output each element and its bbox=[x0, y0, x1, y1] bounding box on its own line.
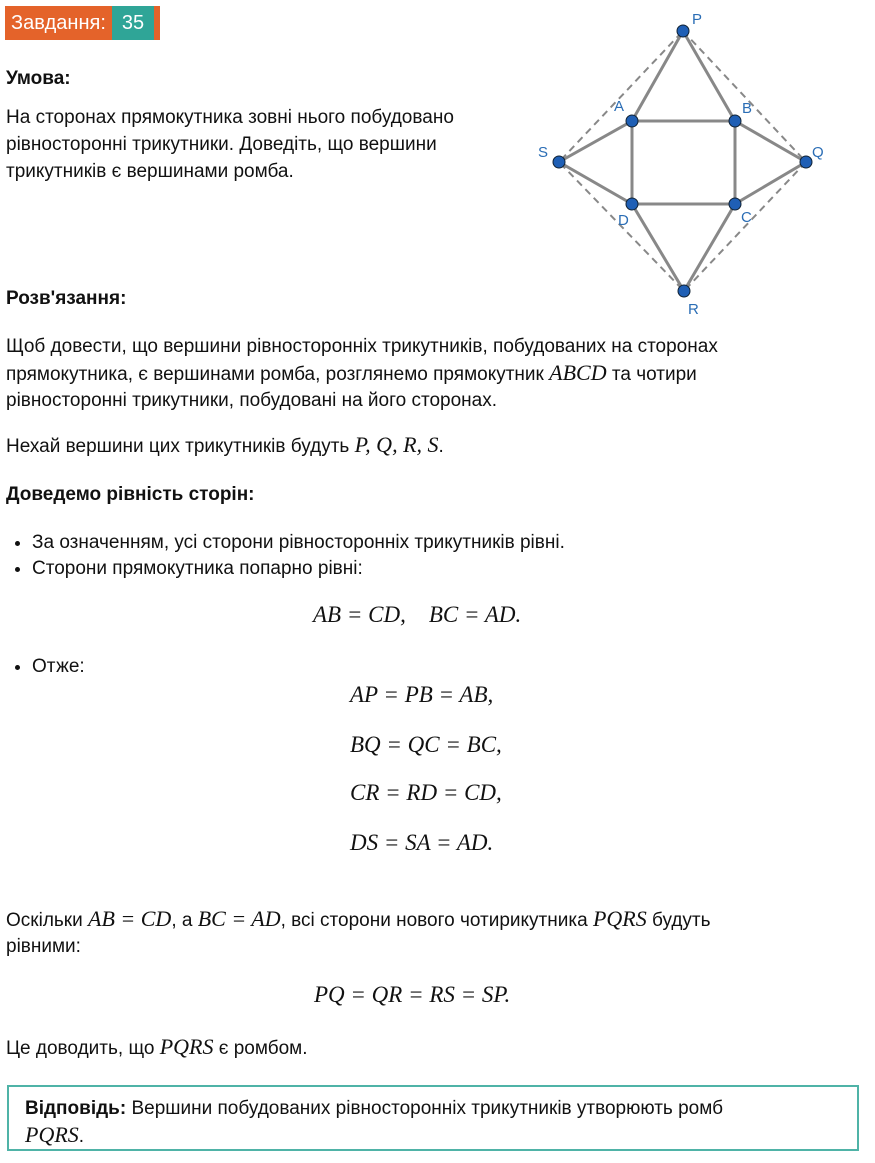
equation-rhombus: PQ = QR = RS = SP. bbox=[314, 982, 511, 1007]
equation-ds: DS = SA = AD. bbox=[350, 830, 494, 855]
svg-text:Q: Q bbox=[812, 144, 824, 161]
bullet-list: • За означенням, усі сторони рівносторонніх трикутників рівні. • Сторони прямокутника попарно рівні: bbox=[6, 530, 565, 582]
svg-text:A: A bbox=[614, 98, 625, 115]
svg-text:C: C bbox=[741, 209, 752, 226]
solution-para-1: Щоб довести, що вершини рівносторонніх трикутників, побудованих на сторонах прямокутника, є вершинами ромба, розглянемо прямокутник ABCD та чотири рівносторонні трикутники, побудовані на його сторонах. bbox=[6, 336, 718, 411]
equation-bq: BQ = QC = BC, bbox=[350, 732, 502, 757]
rhombus-figure bbox=[0, 0, 875, 330]
svg-text:B: B bbox=[742, 100, 753, 117]
solution-para-2: Нехай вершини цих трикутників будуть P, Q, R, S. bbox=[6, 432, 444, 457]
condition-title: Умова: bbox=[6, 68, 71, 89]
svg-text:S: S bbox=[538, 144, 549, 161]
condition-text: На сторонах прямокутника зовні нього побудовано рівносторонні трикутники. Доведіть, що вершини трикутників є вершинами ромба. bbox=[6, 107, 454, 182]
task-number: 35 bbox=[112, 6, 154, 40]
bullet-therefore: • Отже: bbox=[6, 656, 85, 678]
equation-rectangle: AB = CD, BC = AD. bbox=[313, 602, 522, 627]
svg-text:R: R bbox=[688, 301, 699, 318]
task-label: Завдання: bbox=[11, 12, 106, 34]
solution-para-4: Це доводить, що PQRS є ромбом. bbox=[6, 1034, 308, 1059]
svg-text:P: P bbox=[692, 11, 703, 28]
equation-cr: CR = RD = CD, bbox=[350, 780, 502, 805]
solution-title: Розв'язання: bbox=[6, 288, 127, 309]
answer-box: Відповідь: Вершини побудованих рівносторонніх трикутників утворюють ромб PQRS. bbox=[7, 1085, 859, 1151]
proof-subtitle: Доведемо рівність сторін: bbox=[6, 484, 255, 505]
solution-para-3: Оскільки AB = CD, а BC = AD, всі сторони нового чотирикутника PQRS будуть рівними: bbox=[6, 906, 711, 957]
equation-ap: AP = PB = AB, bbox=[350, 682, 494, 707]
svg-text:D: D bbox=[618, 212, 629, 229]
